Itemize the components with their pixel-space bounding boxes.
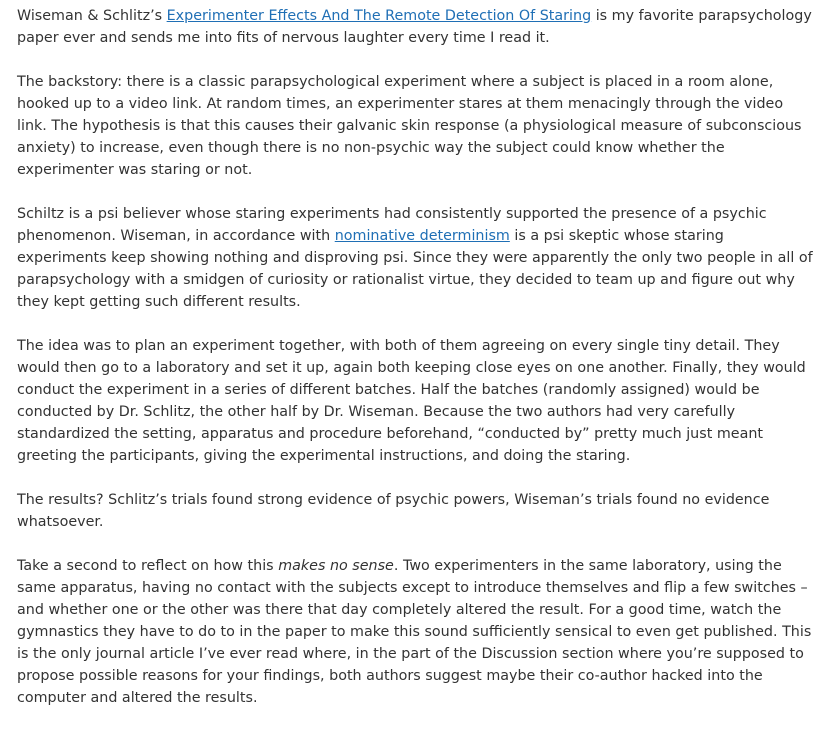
reflection-emphasis: makes no sense: [278, 558, 394, 574]
intro-text-before: Wiseman & Schlitz’s: [17, 8, 167, 24]
authors-text-before: Schiltz is a psi believer whose staring experiments had consistently supported the presence of a psychic phenomenon. Wiseman, in accordance with: [17, 206, 767, 244]
paragraph-backstory: The backstory: there is a classic parapsychological experiment where a subject is placed in a room alone, hooked up to a video link. At random times, an experimenter stares at them menacingly through the video link. The hypothesis is that this causes their galvanic skin response (a physiological measure of subconscious anxiety) to increase, even though there is no non-psychic way the subject could know whether the experimenter was staring or not.: [17, 74, 802, 178]
reflection-text-before: Take a second to reflect on how this: [17, 558, 279, 574]
paragraph-results: The results? Schlitz’s trials found strong evidence of psychic powers, Wiseman’s trials found no evidence whatsoever.: [17, 492, 770, 530]
paragraph-reflection: [17, 555, 813, 709]
paper-title-link[interactable]: Experimenter Effects And The Remote Detection Of Staring: [166, 8, 592, 24]
authors-text-after: is a psi skeptic whose staring experiments keep showing nothing and disproving psi. Since they were apparently the only two people in all of parapsychology with a smidgen of curiosity or rationalist virtue, they decided to team up and figure out why they kept getting such different results.: [17, 228, 813, 310]
paragraph-experiment-plan: The idea was to plan an experiment together, with both of them agreeing on every single tiny detail. They would then go to a laboratory and set it up, again both keeping close eyes on one another. Finally, they would conduct the experiment in a series of different batches. Half the batches (randomly assigned) would be conducted by Dr. Schlitz, the other half by Dr. Wiseman. Because the two authors had very carefully standardized the setting, apparatus and procedure beforehand, “conducted by” pretty much just meant greeting the participants, giving the experimental instructions, and doing the staring.: [17, 338, 806, 464]
intro-text-after: is my favorite parapsychology paper ever and sends me into fits of nervous laughter every time I read it.: [17, 8, 812, 46]
paragraph-intro: [17, 5, 813, 49]
nominative-determinism-link[interactable]: nominative determinism: [334, 228, 510, 244]
article-body: [17, 5, 813, 731]
reflection-text-after: . Two experimenters in the same laboratory, using the same apparatus, having no contact with the subjects except to introduce themselves and flip a few switches – and whether one or the other was there that day completely altered the result. For a good time, watch the gymnastics they have to do to in the paper to make this sound sufficiently sensical to even get published. This is the only journal article I’ve ever read where, in the part of the Discussion section where you’re supposed to propose possible reasons for your findings, both authors suggest maybe their co-author hacked into the computer and altered the results.: [17, 558, 812, 706]
paragraph-authors: [17, 203, 813, 313]
